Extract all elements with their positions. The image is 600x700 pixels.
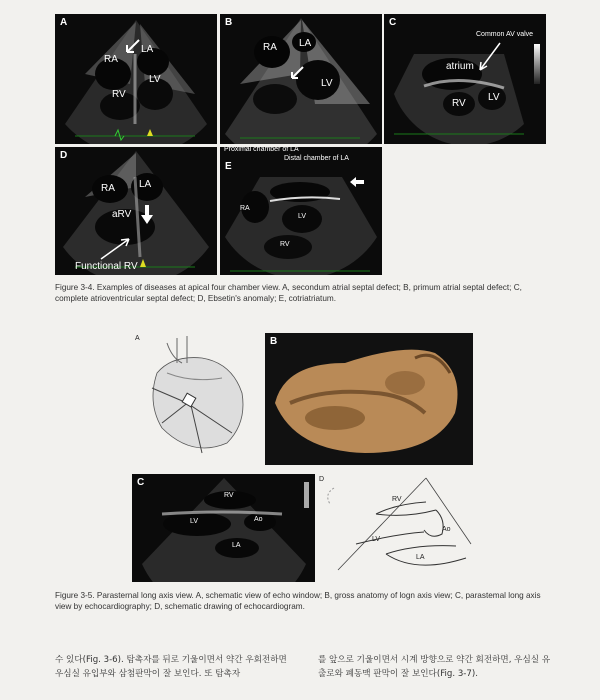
echo-panel-a bbox=[55, 14, 217, 144]
label-distal-chamber: Distal chamber of LA bbox=[284, 155, 349, 162]
label-ra: RA bbox=[104, 54, 118, 65]
figure-3-5-caption: Figure 3-5. Parasternal long axis view. A, schematic view of echo window; B, gross anatomy of logn axis view; C, parastemal long axis view by echocardiography; D, schematic drawing of echocardiogram. bbox=[55, 591, 541, 611]
label-ra: RA bbox=[240, 205, 250, 212]
label-rv: RV bbox=[112, 89, 126, 100]
label-lv: LV bbox=[321, 78, 333, 89]
label-la: LA bbox=[416, 554, 425, 561]
label-ra: RA bbox=[263, 42, 277, 53]
label-lv: LV bbox=[149, 74, 161, 85]
panel-letter: D bbox=[319, 476, 325, 483]
label-lv: LV bbox=[190, 518, 199, 525]
arrow-icon bbox=[288, 64, 306, 82]
echo-image-plax bbox=[132, 474, 315, 582]
panel-letter: D bbox=[60, 150, 68, 161]
label-rv: RV bbox=[392, 496, 402, 503]
echo-schematic-drawing bbox=[316, 474, 476, 582]
panel-letter: C bbox=[389, 17, 397, 28]
panel-letter: C bbox=[137, 477, 145, 488]
echo-panel-e bbox=[220, 147, 382, 275]
echo-image-a bbox=[55, 14, 217, 144]
echo-panel-c-plax bbox=[132, 474, 315, 582]
label-lv: LV bbox=[372, 536, 381, 543]
heart-specimen-photo bbox=[265, 333, 473, 465]
label-rv: RV bbox=[452, 98, 466, 109]
label-lv: LV bbox=[488, 92, 500, 103]
echo-panel-b bbox=[220, 14, 382, 144]
arrow-icon bbox=[474, 40, 504, 74]
label-la: LA bbox=[141, 44, 154, 55]
body-text-left: 수 있다(Fig. 3-6). 탐촉자를 뒤로 기울이면서 약간 우회전하면 우심실 유입부와 삼첨판막이 잘 보인다. 또 탐촉자 bbox=[55, 655, 287, 679]
label-rv: RV bbox=[224, 492, 234, 499]
panel-letter: E bbox=[225, 161, 232, 172]
heart-schematic bbox=[132, 333, 257, 468]
echo-image-d bbox=[55, 147, 217, 275]
panel-letter: A bbox=[135, 335, 140, 342]
label-la: LA bbox=[139, 179, 152, 190]
down-arrow-icon bbox=[140, 205, 154, 225]
schematic-panel-a bbox=[132, 333, 257, 468]
panel-letter: B bbox=[270, 336, 278, 347]
figure-3-4-caption: Figure 3-4. Examples of diseases at apical four chamber view. A, secondum atrial septal defect; B, primum atrial septal defect; C, complete atrioventricular septal defect; D, Ebsetin's anomaly; E, cotriatriatum. bbox=[55, 283, 522, 303]
body-text-right: 를 앞으로 기울이면서 시계 방향으로 약간 회전하면, 우심실 유출로와 폐동맥 판막이 잘 보인다(Fig. 3-7). bbox=[318, 655, 551, 679]
label-ra: RA bbox=[101, 183, 115, 194]
label-common-av-valve: Common AV valve bbox=[476, 31, 534, 38]
schematic-panel-d bbox=[316, 474, 476, 582]
echo-panel-c bbox=[384, 14, 546, 144]
panel-letter: A bbox=[60, 17, 68, 28]
panel-letter: B bbox=[225, 17, 233, 28]
label-lv: LV bbox=[298, 213, 307, 220]
label-functional-rv: Functional RV bbox=[75, 261, 138, 272]
label-ao: Ao bbox=[254, 516, 263, 523]
label-ao: Ao bbox=[442, 526, 451, 533]
echo-panel-d bbox=[55, 147, 217, 275]
label-proximal-chamber: Proximal chamber of LA bbox=[224, 147, 299, 153]
arrow-icon bbox=[123, 36, 143, 56]
label-atrium: atrium bbox=[446, 61, 474, 72]
label-la: LA bbox=[299, 38, 312, 49]
left-arrow-icon bbox=[350, 177, 364, 187]
label-la: LA bbox=[232, 542, 241, 549]
anatomy-photo-panel-b bbox=[265, 333, 473, 465]
arrow-icon bbox=[95, 235, 135, 263]
label-rv: RV bbox=[280, 241, 290, 248]
label-arv: aRV bbox=[112, 209, 132, 220]
